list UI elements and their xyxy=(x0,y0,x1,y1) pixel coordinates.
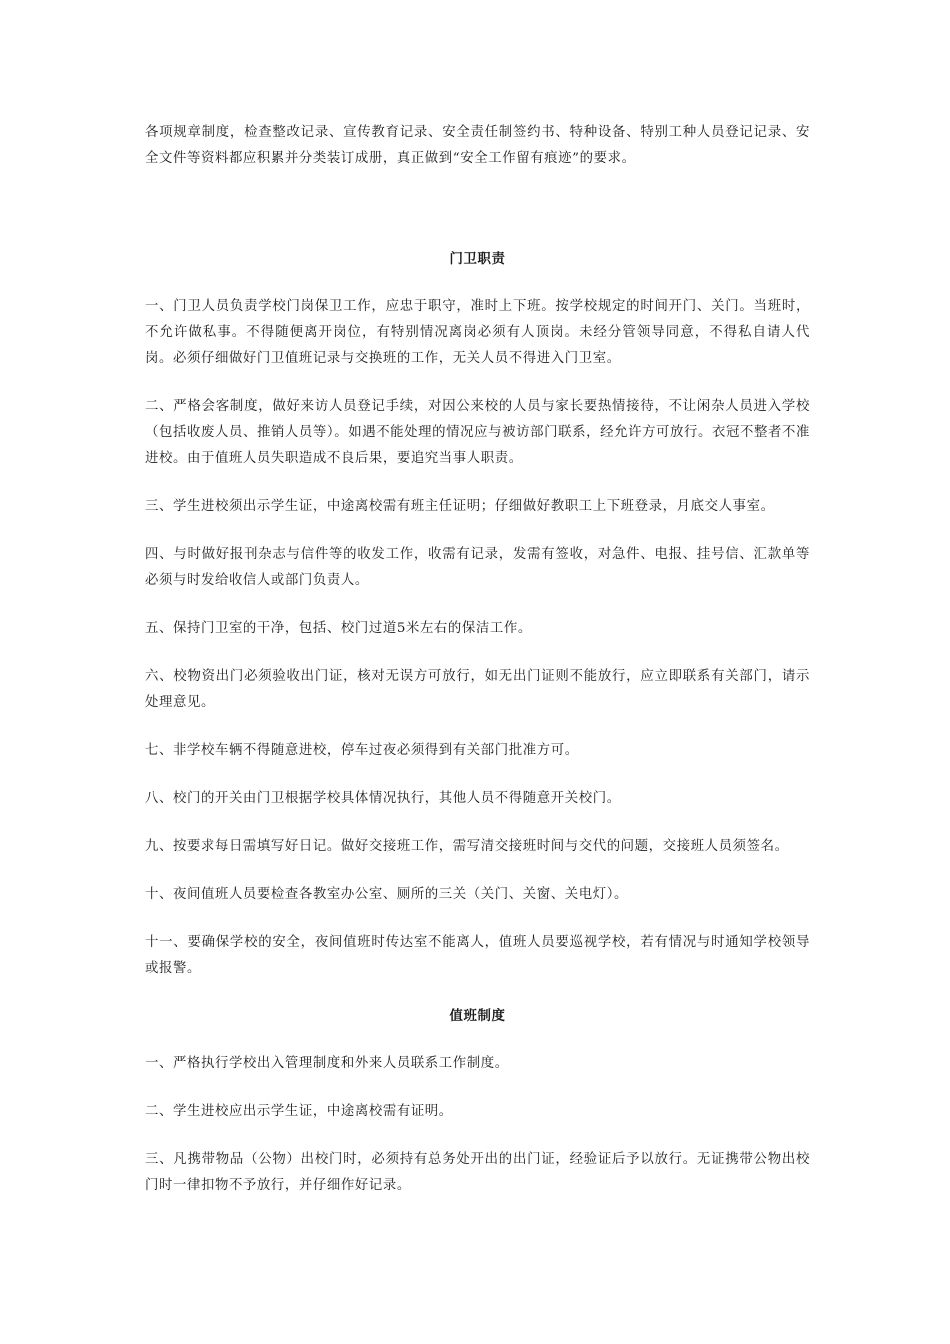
guard-clause-4: 四、与时做好报刊杂志与信件等的收发工作，收需有记录，发需有签收，对急件、电报、挂号信、汇款单等必须与时发给收信人或部门负责人。 xyxy=(145,547,810,588)
intro-paragraph: 各项规章制度，检查整改记录、宣传教育记录、安全责任制签约书、特种设备、特别工种人员登记记录、安全文件等资料都应积累并分类装订成册，真正做到“安全工作留有痕迹”的要求。 xyxy=(145,125,810,166)
guard-section-title: 门卫职责 xyxy=(449,251,506,267)
guard-clause-2: 二、严格会客制度，做好来访人员登记手续，对因公来校的人员与家长要热情接待，不让闲杂人员进入学校（包括收废人员、推销人员等）。如遇不能处理的情况应与被访部门联系，经允许方可放行。衣冠不整者不准进校。由于值班人员失职造成不良后果，要追究当事人职责。 xyxy=(145,399,810,466)
duty-section-title: 值班制度 xyxy=(449,1008,506,1024)
duty-clause-3: 三、凡携带物品（公物）出校门时，必须持有总务处开出的出门证，经验证后予以放行。无证携带公物出校门时一律扣物不予放行，并仔细作好记录。 xyxy=(145,1152,810,1193)
guard-clause-10: 十、夜间值班人员要检查各教室办公室、厕所的三关（关门、关窗、关电灯）。 xyxy=(145,887,628,902)
guard-clause-3: 三、学生进校须出示学生证，中途离校需有班主任证明；仔细做好教职工上下班登录，月底交人事室。 xyxy=(145,499,775,514)
guard-clause-6: 六、校物资出门必须验收出门证，核对无误方可放行，如无出门证则不能放行，应立即联系有关部门，请示处理意见。 xyxy=(145,669,810,710)
guard-clause-7: 七、非学校车辆不得随意进校，停车过夜必须得到有关部门批准方可。 xyxy=(145,743,579,758)
guard-clause-9: 九、按要求每日需填写好日记。做好交接班工作，需写清交接班时间与交代的问题，交接班人员须签名。 xyxy=(145,839,789,854)
duty-clause-1: 一、严格执行学校出入管理制度和外来人员联系工作制度。 xyxy=(145,1056,509,1071)
guard-clause-1: 一、门卫人员负责学校门岗保卫工作，应忠于职守，准时上下班。按学校规定的时间开门、关门。当班时，不允许做私事。不得随便离开岗位，有特别情况离岗必须有人顶岗。未经分管领导同意，不得私自请人代岗。必须仔细做好门卫值班记录与交换班的工作，无关人员不得进入门卫室。 xyxy=(145,299,810,366)
duty-clause-2: 二、学生进校应出示学生证，中途离校需有证明。 xyxy=(145,1104,453,1119)
guard-clause-8: 八、校门的开关由门卫根据学校具体情况执行，其他人员不得随意开关校门。 xyxy=(145,791,621,806)
guard-clause-5: 五、保持门卫室的干净，包括、校门过道5米左右的保洁工作。 xyxy=(145,621,532,636)
document-page xyxy=(145,120,810,1221)
guard-clause-11: 十一、要确保学校的安全，夜间值班时传达室不能离人，值班人员要巡视学校，若有情况与时通知学校领导或报警。 xyxy=(145,935,810,976)
